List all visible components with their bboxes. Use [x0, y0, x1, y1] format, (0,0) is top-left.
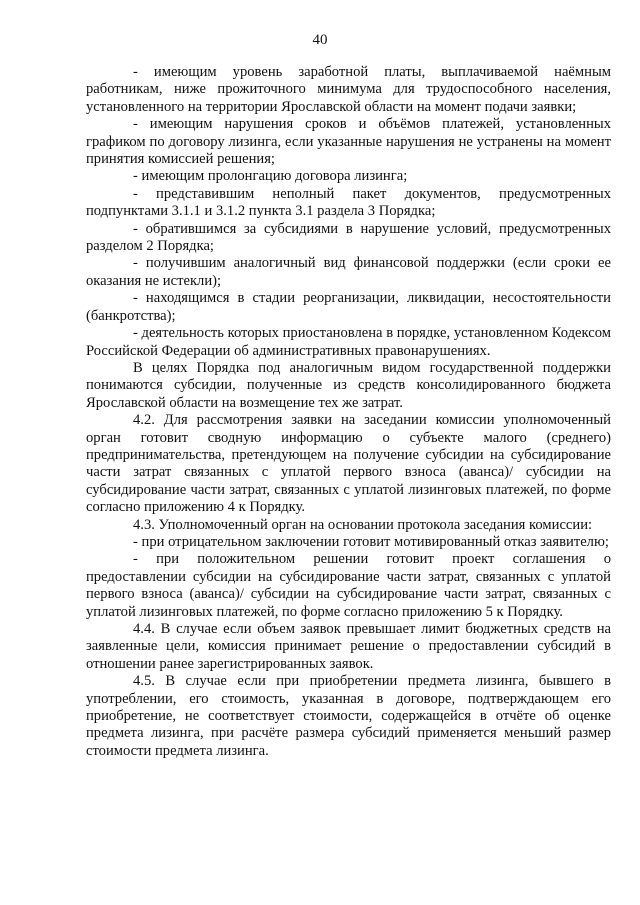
list-item-refusal: - при отрицательном заключении готовит мотивированный отказ заявителю; — [133, 533, 609, 550]
document-body — [86, 64, 611, 760]
list-item-conditions-violation: - обратившимся за субсидиями в нарушение условий, предусмотренных разделом 2 Порядка; — [86, 220, 611, 255]
list-item-payment-violations: - имеющим нарушения сроков и объёмов платежей, установленных графиком по договору лизинга, если указанные нарушения не устранены на момент принятия комиссией решения; — [86, 116, 611, 168]
list-item-reorganization: - находящимся в стадии реорганизации, ликвидации, несостоятельности (банкротства); — [86, 290, 611, 324]
list-item-suspended-activity: - деятельность которых приостановлена в порядке, установленном Кодексом Российской Федерации об административных правонарушениях. — [86, 325, 611, 359]
paragraph-4-5: 4.5. В случае если при приобретении предмета лизинга, бывшего в употреблении, его стоимость, указанная в договоре, подтверждающем его приобретение, не соответствует стоимости, содержащейся в отчёте об оценке предмета лизинга, при расчёте размера субсидий применяется меньший размер стоимости предмета лизинга. — [86, 673, 611, 759]
paragraph-4-4: 4.4. В случае если объем заявок превышает лимит бюджетных средств на заявленные цели, комиссия принимает решение о предоставлении субсидий в отношении ранее зарегистрированных заявок. — [86, 621, 611, 672]
list-item-low-wages: - имеющим уровень заработной платы, выплачиваемой наёмным работникам, ниже прожиточного минимума для трудоспособного населения, установленного на территории Ярославской области на момент подачи заявки; — [86, 64, 611, 115]
list-item-incomplete-documents: - представившим неполный пакет документов, предусмотренных подпунктами 3.1.1 и 3.1.2 пункта 3.1 раздела 3 Порядка; — [86, 185, 611, 220]
list-item-agreement-draft: - при положительном решении готовит проект соглашения о предоставлении субсидии на субсидирование части затрат, связанных с уплатой первого взноса (аванса)/ субсидии на субсидирование части затрат, связанных с уплатой лизинговых платежей, по форме согласно приложению 5 к Порядку. — [86, 551, 611, 620]
paragraph-4-2: 4.2. Для рассмотрения заявки на заседании комиссии уполномоченный орган готовит сводную информацию о субъекте малого (среднего) предпринимательства, претендующем на получение субсидии на субсидирование части затрат связанных с уплатой первого взноса (аванса)/ субсидии на субсидирование части затрат, связанных с уплатой лизинговых платежей, по форме согласно приложению 4 к Порядку. — [86, 412, 611, 516]
page-number: 40 — [312, 32, 328, 48]
paragraph-similar-support-definition: В целях Порядка под аналогичным видом государственной поддержки понимаются субсидии, полученные из средств консолидированного бюджета Ярославской области на возмещение тех же затрат. — [86, 359, 611, 411]
paragraph-4-3: 4.3. Уполномоченный орган на основании протокола заседания комиссии: — [133, 516, 593, 533]
list-item-similar-support: - получившим аналогичный вид финансовой поддержки (если сроки ее оказания не истекли); — [86, 255, 611, 289]
list-item-lease-prolongation: - имеющим пролонгацию договора лизинга; — [133, 168, 408, 185]
